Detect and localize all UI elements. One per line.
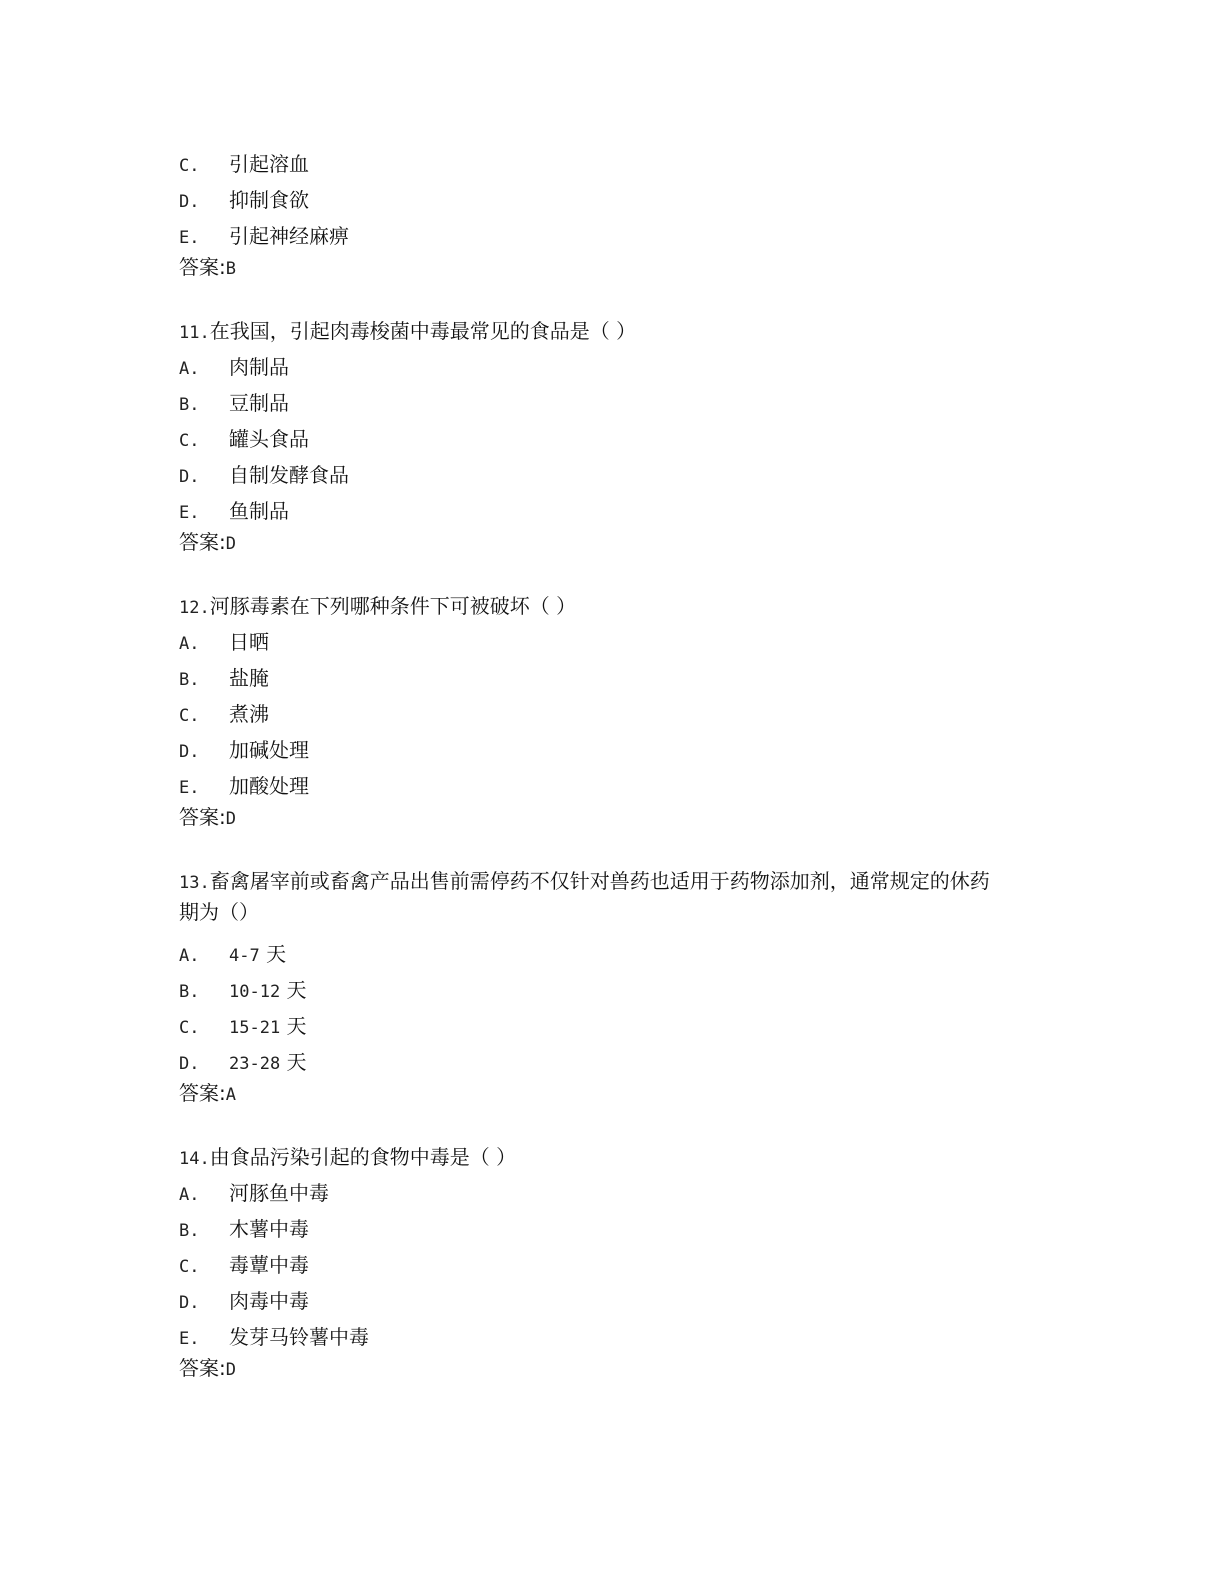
q12-option-a xyxy=(179,630,269,656)
option-range: 23-28 xyxy=(229,1054,281,1074)
option-letter: D. xyxy=(179,1054,200,1074)
option-text: 鱼制品 xyxy=(229,499,289,523)
question-11-stem xyxy=(179,319,636,345)
option-text: 盐腌 xyxy=(229,666,269,690)
answer-value: B xyxy=(225,259,236,279)
answer-label: 答案: xyxy=(179,530,226,554)
question-text: 期为（） xyxy=(179,900,259,924)
option-unit: 天 xyxy=(286,1050,307,1074)
q11-option-d xyxy=(179,463,349,489)
option-unit: 天 xyxy=(286,978,307,1002)
option-letter: A. xyxy=(179,359,200,379)
option-letter: C. xyxy=(179,431,200,451)
question-text: 河豚毒素在下列哪种条件下可被破坏（ ） xyxy=(209,594,577,618)
question-text: 在我国，引起肉毒梭菌中毒最常见的食品是（ ） xyxy=(209,319,637,343)
option-c xyxy=(179,152,309,178)
option-range: 4-7 xyxy=(229,946,260,966)
option-text: 河豚鱼中毒 xyxy=(229,1181,329,1205)
q14-option-d xyxy=(179,1289,309,1315)
question-14-stem xyxy=(179,1145,516,1171)
q12-option-c xyxy=(179,702,269,728)
option-letter: E. xyxy=(179,228,200,248)
option-letter: D. xyxy=(179,742,200,762)
option-text: 豆制品 xyxy=(229,391,289,415)
option-letter: B. xyxy=(179,1221,200,1241)
answer-line xyxy=(179,255,236,281)
q14-option-b xyxy=(179,1217,309,1243)
option-letter: A. xyxy=(179,1185,200,1205)
option-letter: C. xyxy=(179,1018,200,1038)
option-letter: D. xyxy=(179,467,200,487)
q13-option-d xyxy=(179,1050,307,1076)
question-number: 13. xyxy=(179,873,210,893)
option-letter: A. xyxy=(179,634,200,654)
option-letter: C. xyxy=(179,1257,200,1277)
q12-option-d xyxy=(179,738,309,764)
answer-value: A xyxy=(225,1085,236,1105)
option-text: 发芽马铃薯中毒 xyxy=(229,1325,369,1349)
q12-answer xyxy=(179,805,236,831)
option-letter: D. xyxy=(179,1293,200,1313)
q13-option-c xyxy=(179,1014,307,1040)
q13-option-b xyxy=(179,978,307,1004)
option-text: 毒蕈中毒 xyxy=(229,1253,309,1277)
q13-option-a xyxy=(179,942,286,968)
q14-option-e xyxy=(179,1325,369,1351)
answer-value: D xyxy=(225,1360,236,1380)
q11-option-b xyxy=(179,391,289,417)
option-e xyxy=(179,224,349,250)
q11-option-a xyxy=(179,355,289,381)
option-text: 煮沸 xyxy=(229,702,269,726)
q11-option-c xyxy=(179,427,309,453)
option-letter: A. xyxy=(179,946,200,966)
option-d xyxy=(179,188,309,214)
answer-value: D xyxy=(225,809,236,829)
option-letter: E. xyxy=(179,1329,200,1349)
option-letter: B. xyxy=(179,982,200,1002)
q11-option-e xyxy=(179,499,289,525)
option-letter: C. xyxy=(179,156,200,176)
option-text: 引起溶血 xyxy=(229,152,309,176)
question-12-stem xyxy=(179,594,576,620)
answer-label: 答案: xyxy=(179,1081,226,1105)
answer-label: 答案: xyxy=(179,805,226,829)
option-text: 肉制品 xyxy=(229,355,289,379)
option-letter: C. xyxy=(179,706,200,726)
option-text: 引起神经麻痹 xyxy=(229,224,349,248)
option-text: 木薯中毒 xyxy=(229,1217,309,1241)
question-number: 12. xyxy=(179,598,210,618)
option-range: 10-12 xyxy=(229,982,281,1002)
answer-value: D xyxy=(225,534,236,554)
q12-option-e xyxy=(179,774,309,800)
q14-option-a xyxy=(179,1181,329,1207)
option-letter: B. xyxy=(179,670,200,690)
answer-label: 答案: xyxy=(179,1356,226,1380)
option-letter: E. xyxy=(179,503,200,523)
option-letter: D. xyxy=(179,192,200,212)
answer-label: 答案: xyxy=(179,255,226,279)
option-text: 加碱处理 xyxy=(229,738,309,762)
question-number: 11. xyxy=(179,323,210,343)
option-text: 加酸处理 xyxy=(229,774,309,798)
option-text: 罐头食品 xyxy=(229,427,309,451)
option-text: 肉毒中毒 xyxy=(229,1289,309,1313)
q14-answer xyxy=(179,1356,236,1382)
question-13-stem xyxy=(179,869,990,895)
question-13-stem-cont xyxy=(179,900,259,924)
option-text: 抑制食欲 xyxy=(229,188,309,212)
option-letter: B. xyxy=(179,395,200,415)
option-unit: 天 xyxy=(286,1014,307,1038)
question-number: 14. xyxy=(179,1149,210,1169)
option-range: 15-21 xyxy=(229,1018,281,1038)
question-text: 畜禽屠宰前或畜禽产品出售前需停药不仅针对兽药也适用于药物添加剂，通常规定的休药 xyxy=(209,869,990,893)
q12-option-b xyxy=(179,666,269,692)
option-letter: E. xyxy=(179,778,200,798)
q14-option-c xyxy=(179,1253,309,1279)
q11-answer xyxy=(179,530,236,556)
option-unit: 天 xyxy=(266,942,287,966)
option-text: 自制发酵食品 xyxy=(229,463,349,487)
q13-answer xyxy=(179,1081,236,1107)
option-text: 日晒 xyxy=(229,630,269,654)
question-text: 由食品污染引起的食物中毒是（ ） xyxy=(209,1145,517,1169)
